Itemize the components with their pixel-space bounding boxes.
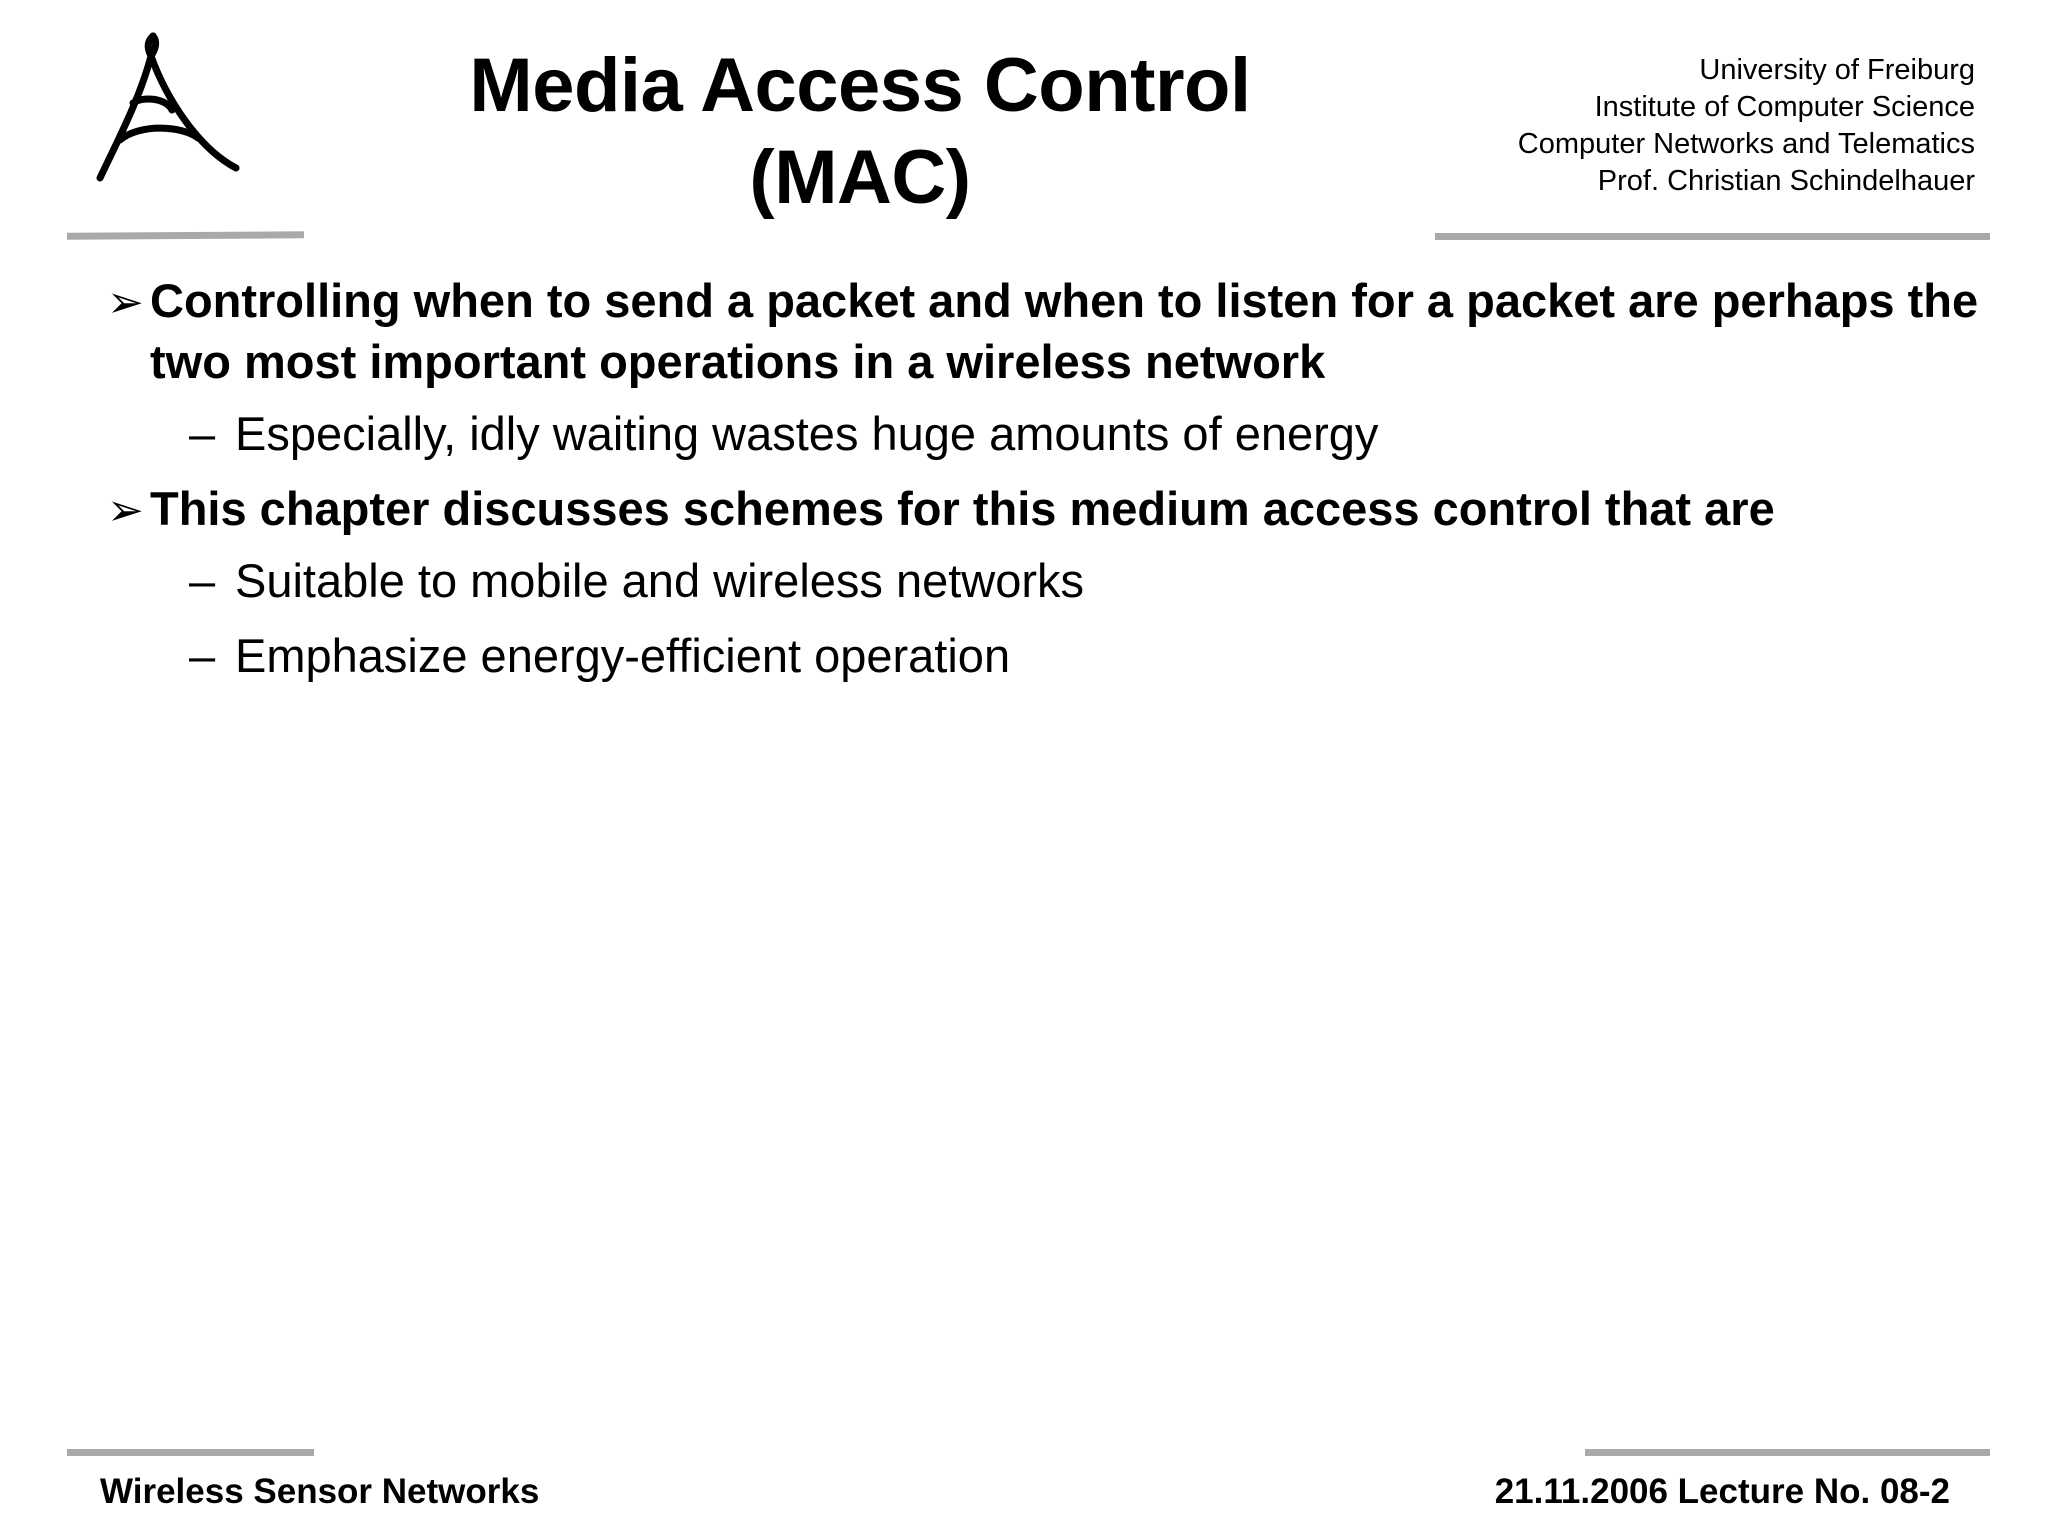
institution-professor: Prof. Christian Schindelhauer xyxy=(1597,165,1975,197)
arrow-bullet-icon: ➢ xyxy=(107,278,144,327)
slide-title xyxy=(330,40,1390,224)
header-rule-left xyxy=(67,231,304,239)
institution-group: Computer Networks and Telematics xyxy=(1517,128,1975,160)
bullet-text: Controlling when to send a packet and when to listen for a packet are perhaps the two most important operations in a wireless network xyxy=(150,274,1979,388)
footer-rule-right xyxy=(1585,1449,1990,1456)
institution-block xyxy=(1275,52,1975,200)
sub-bullet-item xyxy=(107,625,1987,686)
sub-bullet-item xyxy=(107,403,1987,464)
sub-bullet-text: Suitable to mobile and wireless networks xyxy=(235,554,1085,607)
slide-title-line2: (MAC) xyxy=(749,135,971,220)
footer-rule-left xyxy=(67,1449,314,1456)
sub-bullet-text: Emphasize energy-efficient operation xyxy=(235,629,1011,682)
sub-bullet-text: Especially, idly waiting wastes huge amounts of energy xyxy=(235,407,1379,460)
bullet-item xyxy=(107,478,1987,539)
dash-bullet-icon: – xyxy=(189,407,216,460)
footer-lecture-info: 21.11.2006 Lecture No. 08-2 xyxy=(1494,1472,1950,1511)
antenna-logo-icon xyxy=(88,28,248,188)
slide-title-line1: Media Access Control xyxy=(469,43,1251,128)
footer-course-title: Wireless Sensor Networks xyxy=(100,1472,540,1511)
sub-bullet-item xyxy=(107,550,1987,611)
bullet-item xyxy=(107,270,1987,392)
dash-bullet-icon: – xyxy=(189,629,216,682)
institution-institute: Institute of Computer Science xyxy=(1594,91,1975,123)
bullet-text: This chapter discusses schemes for this medium access control that are xyxy=(150,482,1775,535)
header-rule-right xyxy=(1435,233,1990,240)
institution-university: University of Freiburg xyxy=(1699,54,1975,86)
arrow-bullet-icon: ➢ xyxy=(107,486,144,535)
slide-content xyxy=(107,270,1987,700)
dash-bullet-icon: – xyxy=(189,554,216,607)
